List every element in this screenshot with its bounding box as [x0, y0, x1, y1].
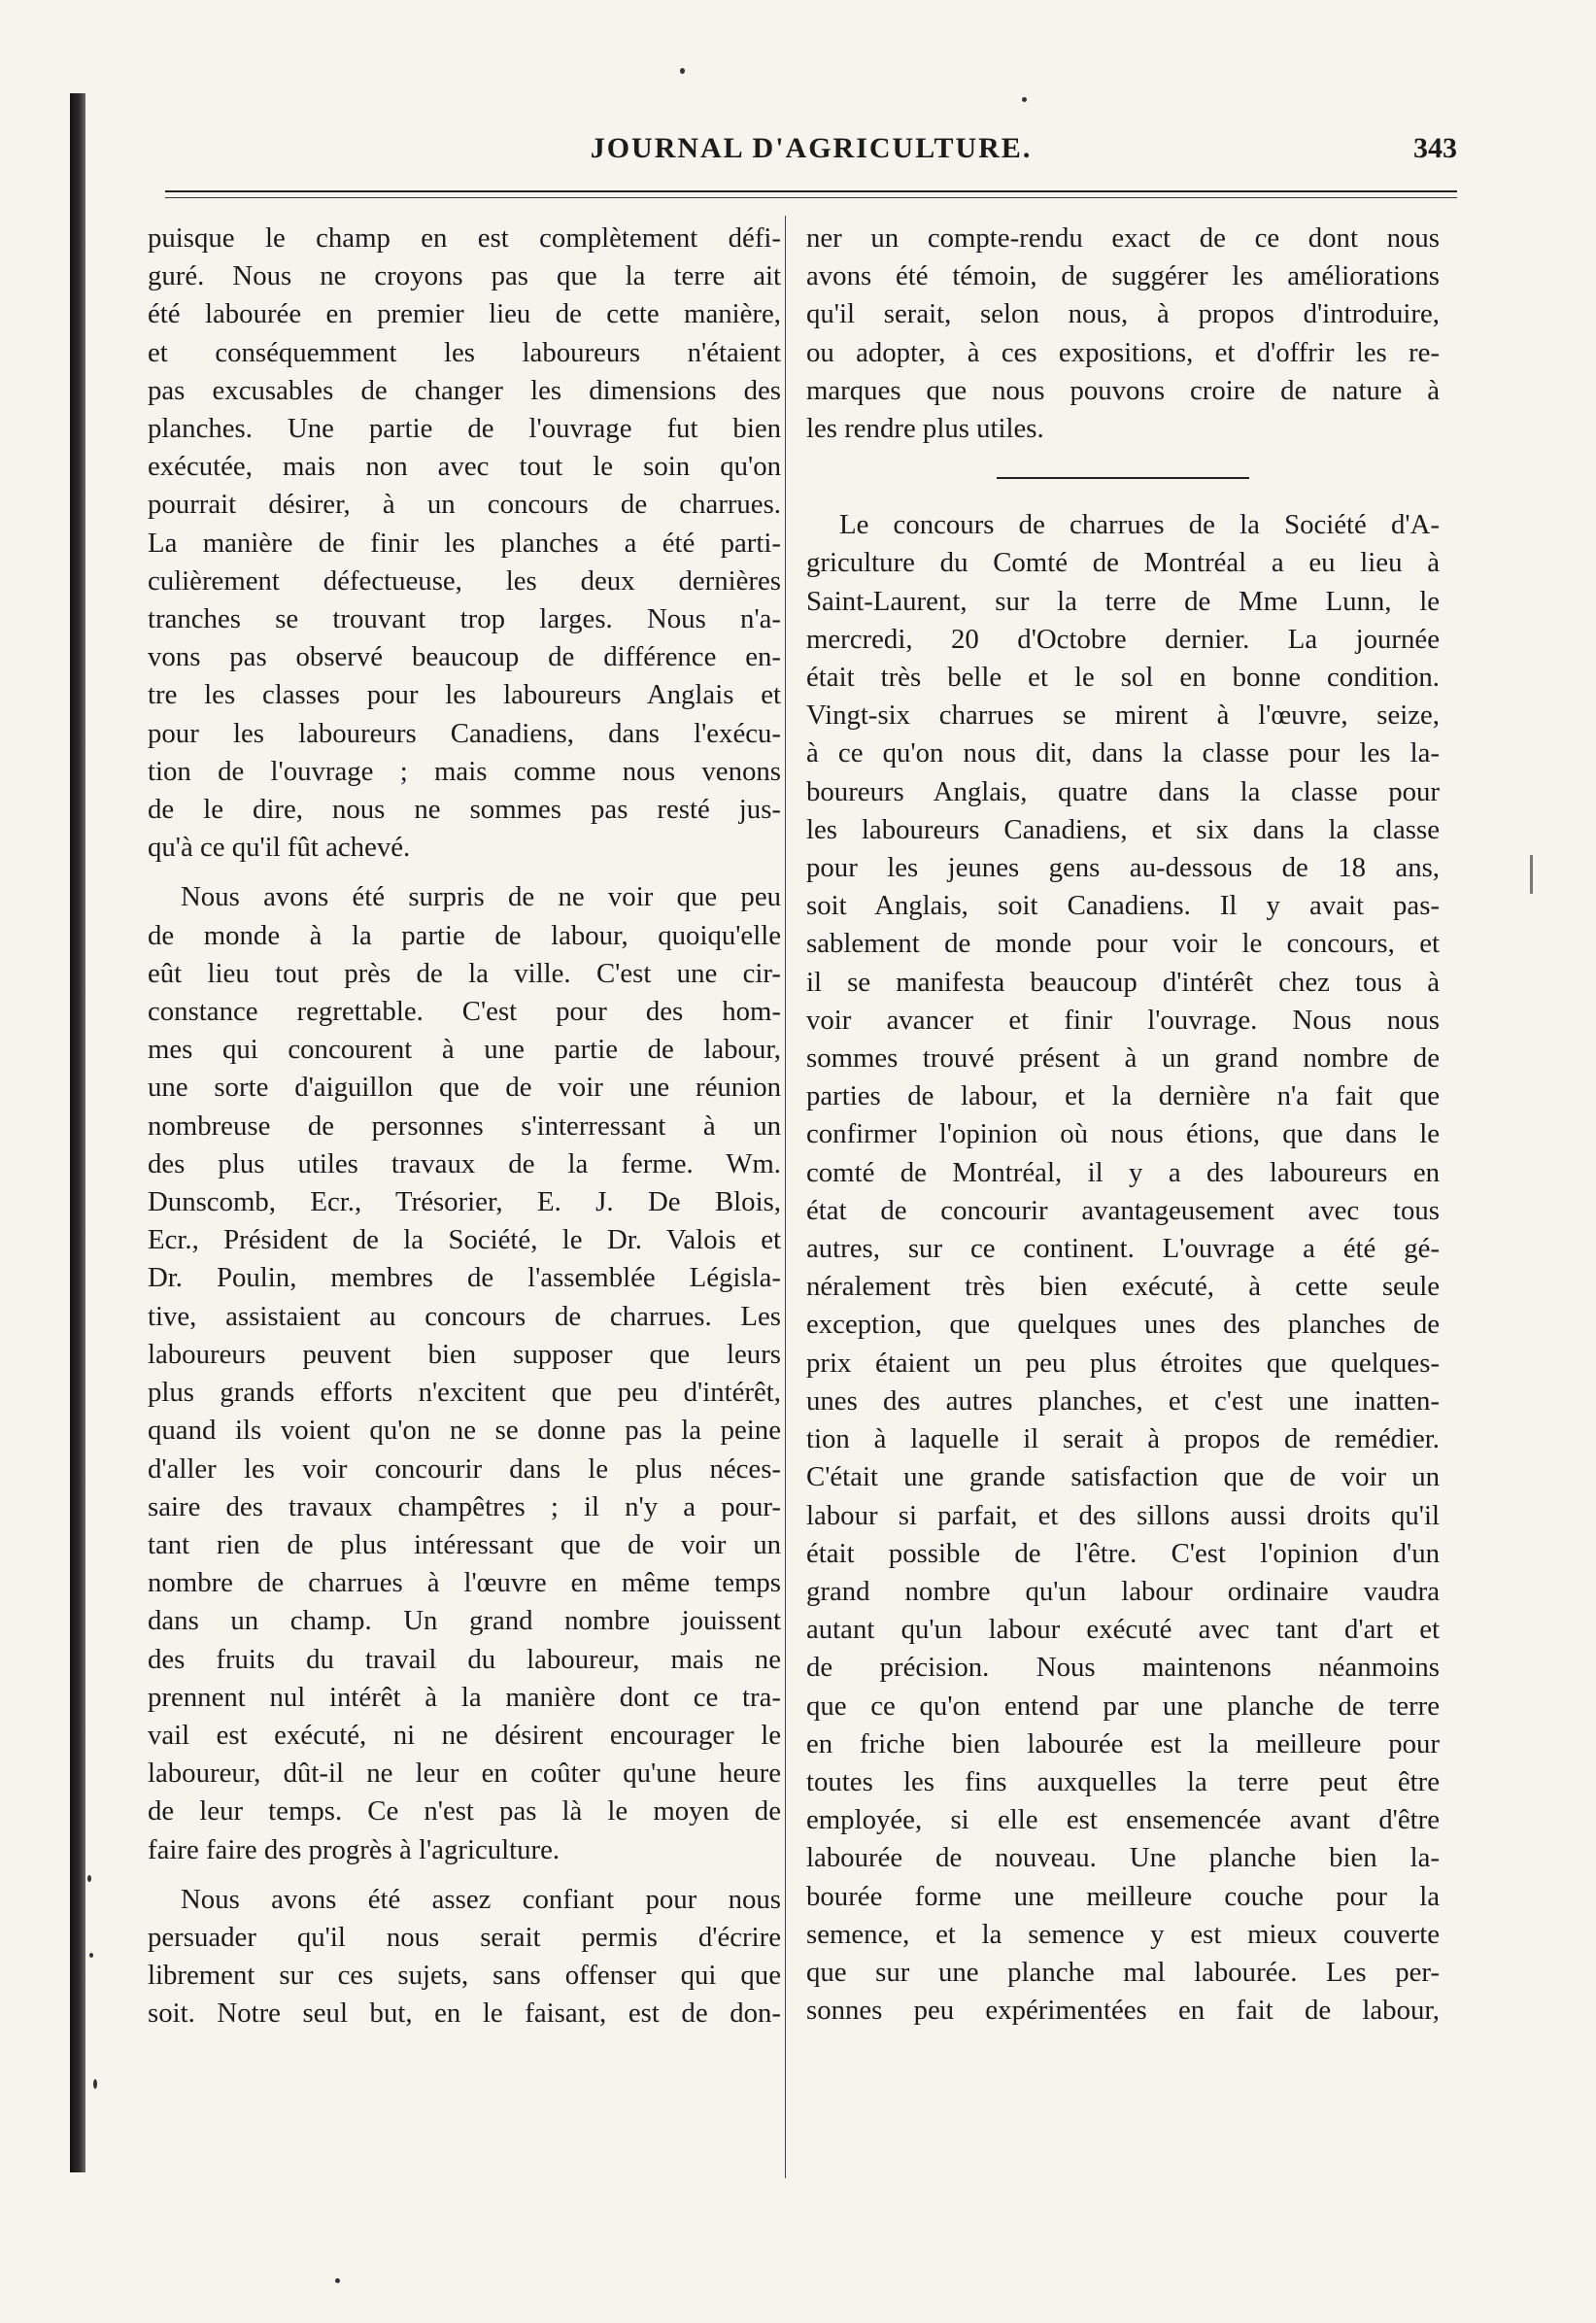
text-line: de précision. Nous maintenons néanmoins: [806, 1652, 1440, 1684]
text-line: faire faire des progrès à l'agriculture.: [148, 1833, 560, 1865]
text-line: Ecr., Président de la Société, le Dr. Valois et: [148, 1224, 781, 1256]
text-line: mes qui concourent à une partie de labour,: [148, 1034, 781, 1066]
text-line: dans un champ. Un grand nombre jouissent: [148, 1605, 781, 1637]
text-line: Nous avons été surpris de ne voir que peu: [181, 881, 781, 913]
header-rule-thin: [165, 197, 1457, 198]
text-line: tion de l'ouvrage ; mais comme nous venons: [148, 755, 781, 787]
right-column: [806, 220, 1440, 2030]
section-separator: [997, 477, 1249, 479]
text-line: prennent nul intérêt à la manière dont ce tra-: [148, 1681, 781, 1713]
text-line: quand ils voient qu'on ne se donne pas la peine: [148, 1415, 781, 1447]
text-line: soit Anglais, soit Canadiens. Il y avait pas-: [806, 890, 1440, 922]
text-line: labour si parfait, et des sillons aussi droits qu'il: [806, 1499, 1440, 1531]
text-line: les laboureurs Canadiens, et six dans la classe: [806, 813, 1440, 845]
text-line: ou adopter, à ces expositions, et d'offrir les re-: [806, 336, 1440, 368]
text-line: La manière de finir les planches a été parti-: [148, 527, 781, 559]
text-line: sablement de monde pour voir le concours, et: [806, 928, 1440, 960]
text-line: voir avancer et finir l'ouvrage. Nous nous: [806, 1004, 1440, 1036]
text-line: d'aller les voir concourir dans le plus néces-: [148, 1452, 781, 1485]
text-line: tranches se trouvant trop larges. Nous n'a-: [148, 603, 781, 635]
text-line: persuader qu'il nous serait permis d'écrire: [148, 1921, 781, 1953]
text-line: laboureur, dût-il ne leur en coûter qu'une heure: [148, 1758, 781, 1790]
text-line: des plus utiles travaux de la ferme. Wm.: [148, 1147, 781, 1179]
text-line: C'était une grande satisfaction que de voir un: [806, 1461, 1440, 1493]
text-line: bourée forme une meilleure couche pour la: [806, 1880, 1440, 1912]
text-line: était très belle et le sol en bonne condition.: [806, 662, 1440, 694]
text-line: eût lieu tout près de la ville. C'est une cir-: [148, 957, 781, 989]
text-line: tive, assistaient au concours de charrues. Les: [148, 1300, 781, 1332]
text-line: mercredi, 20 d'Octobre dernier. La journée: [806, 623, 1440, 655]
running-title: JOURNAL D'AGRICULTURE.: [590, 132, 1033, 164]
text-line: Dunscomb, Ecr., Trésorier, E. J. De Blois,: [148, 1186, 781, 1218]
text-line: Nous avons été assez confiant pour nous: [181, 1883, 781, 1915]
text-line: sommes trouvé présent à un grand nombre de: [806, 1042, 1440, 1075]
text-line: vail est exécuté, ni ne désirent encourager le: [148, 1719, 781, 1751]
text-line: pour les laboureurs Canadiens, dans l'exécu-: [148, 717, 781, 749]
scan-speck: [1022, 97, 1027, 102]
text-line: à ce qu'on nous dit, dans la classe pour les la-: [806, 737, 1440, 769]
text-line: toutes les fins auxquelles la terre peut être: [806, 1765, 1440, 1797]
text-line: saire des travaux champêtres ; il n'y a pour-: [148, 1490, 781, 1522]
text-line: grand nombre qu'un labour ordinaire vaudra: [806, 1575, 1440, 1607]
text-line: des fruits du travail du laboureur, mais ne: [148, 1643, 781, 1675]
scan-speck: [89, 1953, 93, 1958]
text-line: pour les jeunes gens au-dessous de 18 ans,: [806, 852, 1440, 884]
text-line: qu'il serait, selon nous, à propos d'introduire,: [806, 298, 1440, 330]
text-line: qu'à ce qu'il fût achevé.: [148, 832, 411, 864]
paragraph-gap: [148, 867, 781, 878]
text-line: et conséquemment les laboureurs n'étaient: [148, 336, 781, 368]
text-line: guré. Nous ne croyons pas que la terre ait: [148, 260, 781, 292]
text-line: Dr. Poulin, membres de l'assemblée Législa-: [148, 1262, 781, 1294]
text-line: nombreuse de personnes s'interressant à un: [148, 1110, 781, 1142]
paragraph-gap: [148, 1869, 781, 1881]
header-rule: [165, 190, 1457, 192]
text-line: de le dire, nous ne sommes pas resté jus-: [148, 794, 781, 826]
text-line: vons pas observé beaucoup de différence en-: [148, 641, 781, 673]
binding-edge: [70, 93, 85, 2172]
text-line: autres, sur ce continent. L'ouvrage a été gé-: [806, 1233, 1440, 1265]
text-line: labourée de nouveau. Une planche bien la-: [806, 1842, 1440, 1874]
text-line: exécutée, mais non avec tout le soin qu'on: [148, 451, 781, 483]
text-line: culièrement défectueuse, les deux dernières: [148, 564, 781, 597]
text-line: Saint-Laurent, sur la terre de Mme Lunn, le: [806, 585, 1440, 617]
text-line: exception, que quelques unes des planches de: [806, 1309, 1440, 1341]
text-line: laboureurs peuvent bien supposer que leurs: [148, 1338, 781, 1370]
text-line: boureurs Anglais, quatre dans la classe pour: [806, 775, 1440, 807]
text-line: marques que nous pouvons croire de nature à: [806, 374, 1440, 406]
text-line: constance regrettable. C'est pour des hom-: [148, 996, 781, 1028]
text-line: plus grands efforts n'excitent que peu d'intérêt,: [148, 1377, 781, 1409]
text-line: prix étaient un peu plus étroites que quelques-: [806, 1347, 1440, 1379]
text-line: confirmer l'opinion où nous étions, que dans le: [806, 1118, 1440, 1150]
text-line: librement sur ces sujets, sans offenser qui que: [148, 1960, 781, 1992]
text-line: tre les classes pour les laboureurs Anglais et: [148, 679, 781, 711]
text-line: les rendre plus utiles.: [806, 413, 1044, 445]
text-line: puisque le champ en est complètement défi-: [148, 222, 781, 254]
text-line: autant qu'un labour exécuté avec tant d'art et: [806, 1614, 1440, 1646]
scan-speck: [87, 1875, 91, 1882]
scan-speck: [680, 68, 685, 74]
text-line: sonnes peu expérimentées en fait de labour,: [806, 1995, 1440, 2027]
text-line: parties de labour, et la dernière n'a fait que: [806, 1080, 1440, 1112]
text-line: Le concours de charrues de la Société d'A-: [839, 509, 1440, 541]
text-line: tion à laquelle il serait à propos de remédier.: [806, 1423, 1440, 1455]
text-line: ner un compte-rendu exact de ce dont nous: [806, 222, 1440, 254]
text-line: planches. Une partie de l'ouvrage fut bien: [148, 413, 781, 445]
page-number: 343: [1413, 132, 1457, 164]
text-line: pourrait désirer, à un concours de charrues.: [148, 489, 781, 521]
text-line: il se manifesta beaucoup d'intérêt chez tous à: [806, 966, 1440, 998]
text-line: Vingt-six charrues se mirent à l'œuvre, seize,: [806, 700, 1440, 732]
text-line: que sur une planche mal labourée. Les per-: [806, 1956, 1440, 1988]
text-line: unes des autres planches, et c'est une inatten-: [806, 1384, 1440, 1417]
left-column: [148, 220, 781, 2033]
text-line: était possible de l'être. C'est l'opinion d'un: [806, 1537, 1440, 1569]
text-line: avons été témoin, de suggérer les améliorations: [806, 260, 1440, 292]
text-line: nombre de charrues à l'œuvre en même temps: [148, 1567, 781, 1599]
text-line: une sorte d'aiguillon que de voir une réunion: [148, 1072, 781, 1104]
scan-speck: [335, 2278, 340, 2283]
text-line: comté de Montréal, il y a des laboureurs en: [806, 1156, 1440, 1188]
scan-speck: [93, 2079, 97, 2089]
text-line: que ce qu'on entend par une planche de terre: [806, 1690, 1440, 1722]
text-line: état de concourir avantageusement avec tous: [806, 1194, 1440, 1226]
text-line: employée, si elle est ensemencée avant d'être: [806, 1804, 1440, 1836]
text-line: semence, et la semence y est mieux couverte: [806, 1918, 1440, 1950]
text-line: pas excusables de changer les dimensions des: [148, 374, 781, 406]
text-line: été labourée en premier lieu de cette manière,: [148, 298, 781, 330]
text-line: néralement très bien exécuté, à cette seule: [806, 1271, 1440, 1303]
text-line: de leur temps. Ce n'est pas là le moyen de: [148, 1795, 781, 1828]
text-line: de monde à la partie de labour, quoiqu'elle: [148, 919, 781, 951]
column-rule: [785, 216, 786, 2178]
text-line: en friche bien labourée est la meilleure pour: [806, 1727, 1440, 1759]
text-line: soit. Notre seul but, en le faisant, est de don-: [148, 1998, 781, 2030]
text-line: griculture du Comté de Montréal a eu lieu à: [806, 547, 1440, 579]
scan-speck: [1530, 855, 1533, 894]
running-head: [165, 132, 1457, 175]
text-line: tant rien de plus intéressant que de voir un: [148, 1528, 781, 1560]
